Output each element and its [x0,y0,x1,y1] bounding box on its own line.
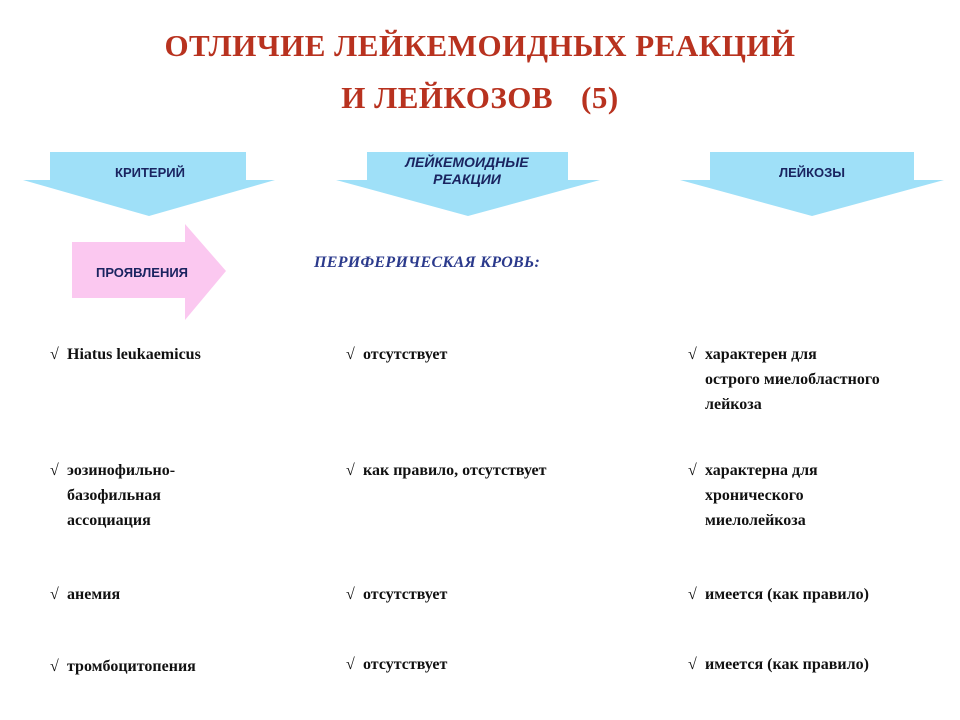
row3-leukosis [688,582,869,607]
check-mark: √ [688,346,697,363]
cell-text: анемия [67,586,121,603]
cell-text: как правило, отсутствует [363,462,547,479]
cell-text: имеется (как правило) [705,586,869,603]
row1-leukemoid [346,342,447,367]
leukemoid-header-line2: РЕАКЦИИ [433,171,501,187]
row1-criterion [50,342,201,367]
title-main: И ЛЕЙКОЗОВ [341,80,554,115]
cell-text: хронического [705,487,804,504]
cell-text: миелолейкоза [705,512,806,529]
check-mark: √ [688,656,697,673]
cell-text: тромбоцитопения [67,658,196,675]
check-mark: √ [346,586,355,603]
check-mark: √ [50,658,59,675]
check-mark: √ [688,462,697,479]
cell-text: эозинофильно- [67,462,176,479]
row4-leukosis [688,652,869,677]
leukemoid-header-line1: ЛЕЙКЕМОИДНЫЕ [405,154,529,170]
cell-text: Hiatus leukaemicus [67,346,201,363]
cell-text: лейкоза [705,396,762,413]
criterion-header: КРИТЕРИЙ [115,165,185,180]
check-mark: √ [688,586,697,603]
check-mark: √ [50,346,59,363]
peripheral-blood-heading: ПЕРИФЕРИЧЕСКАЯ КРОВЬ: [314,254,541,271]
cell-text: отсутствует [363,656,448,673]
cell-text: характерна для [705,462,818,479]
check-mark: √ [50,462,59,479]
page-title-line1: ОТЛИЧИЕ ЛЕЙКЕМОИДНЫХ РЕАКЦИЙ [164,28,796,63]
check-mark: √ [346,462,355,479]
row4-criterion [50,654,196,679]
row4-leukemoid [346,652,447,677]
cell-text: базофильная [67,487,161,504]
cell-text: острого миелобластного [705,371,880,388]
row2-criterion [50,458,175,533]
cell-text: ассоциация [67,512,151,529]
cell-text: имеется (как правило) [705,656,869,673]
row3-criterion [50,582,120,607]
leukoses-arrow-shape [680,152,944,216]
criterion-arrow-shape [23,152,275,216]
manifestations-label: ПРОЯВЛЕНИЯ [95,265,189,280]
cell-text: отсутствует [363,346,448,363]
check-mark: √ [346,346,355,363]
check-mark: √ [346,656,355,673]
cell-text: характерен для [705,346,817,363]
title-number: (5) [581,80,619,115]
row2-leukosis [688,458,818,533]
leukemoid-header [367,154,567,188]
leukoses-header: ЛЕЙКОЗЫ [778,165,846,180]
row3-leukemoid [346,582,447,607]
cell-text: отсутствует [363,586,448,603]
check-mark: √ [50,586,59,603]
row1-leukosis [688,342,880,417]
row2-leukemoid [346,458,546,483]
